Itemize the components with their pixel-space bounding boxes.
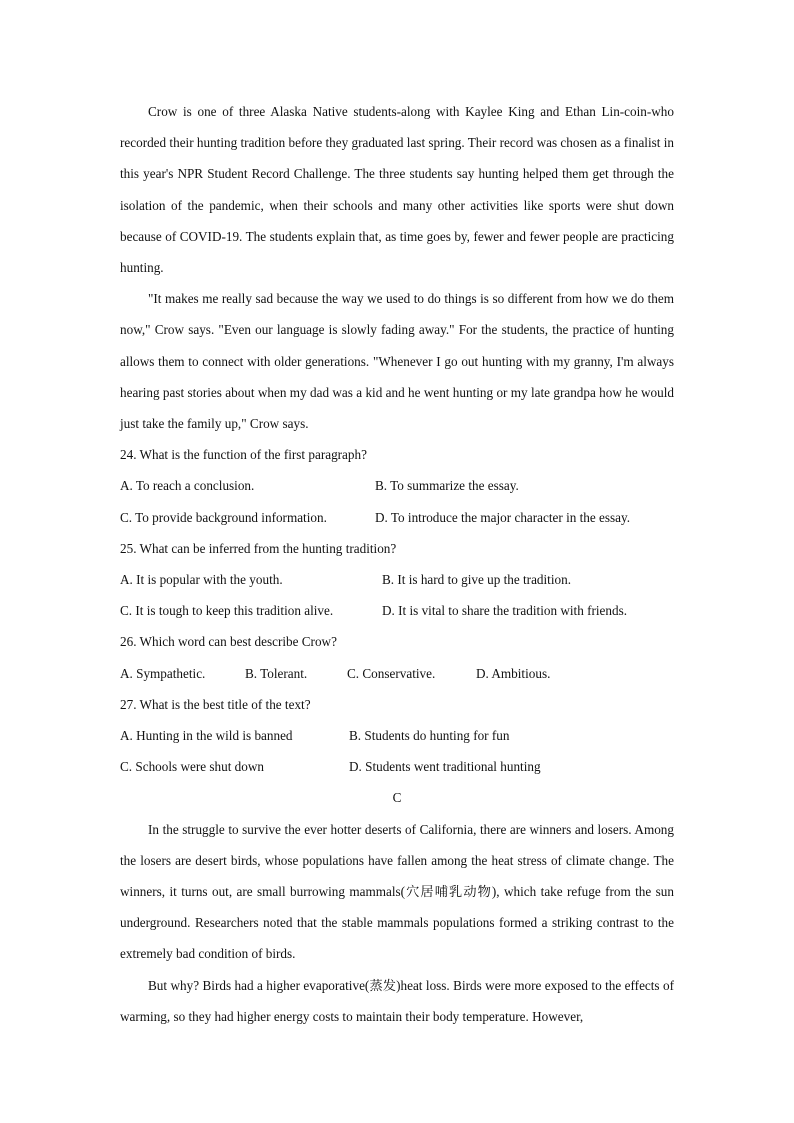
exam-page [120, 96, 674, 1032]
question-stem: 27. What is the best title of the text? [120, 696, 311, 712]
option-c[interactable]: C. Schools were shut down [120, 759, 264, 775]
option-c[interactable]: C. It is tough to keep this tradition alive. [120, 603, 334, 619]
passage-paragraph: But why? Birds had a higher evaporative(蒸发)heat loss. Birds were more exposed to the effects of warming, so they had higher energy costs to maintain their body temperature. However, [120, 977, 674, 1024]
option-d[interactable]: D. Ambitious. [476, 665, 551, 681]
section-heading: C [392, 790, 402, 806]
option-row [120, 502, 674, 533]
option-a[interactable]: A. Hunting in the wild is banned [120, 728, 293, 744]
option-b[interactable]: B. It is hard to give up the tradition. [382, 572, 571, 588]
option-row [120, 658, 674, 689]
option-row [120, 595, 674, 626]
question-stem: 24. What is the function of the first paragraph? [120, 447, 367, 463]
question-stem: 25. What can be inferred from the hunting tradition? [120, 540, 397, 556]
option-c[interactable]: C. Conservative. [347, 665, 436, 681]
option-a[interactable]: A. To reach a conclusion. [120, 478, 255, 494]
option-b[interactable]: B. To summarize the essay. [375, 478, 519, 494]
passage-paragraph: In the struggle to survive the ever hotter deserts of California, there are winners and losers. Among the losers are desert birds, whose populations have fallen among the heat stress of climate change. The winners, it turns out, are small burrowing mammals(穴居哺乳动物), which take refuge from the sun underground. Researchers noted that the stable mammals populations formed a striking contrast to the extremely bad condition of birds. [120, 821, 674, 962]
option-a[interactable]: A. Sympathetic. [120, 665, 206, 681]
option-row [120, 564, 674, 595]
passage-paragraph: Crow is one of three Alaska Native students-along with Kaylee King and Ethan Lin-coin-who recorded their hunting tradition before they graduated last spring. Their record was chosen as a finalist in this year's NPR Student Record Challenge. The three students say hunting helped them get through the isolation of the pandemic, when their schools and many other activities like sports were shut down because of COVID-19. The students explain that, as time goes by, fewer and fewer people are practicing hunting. [120, 104, 674, 276]
option-b[interactable]: B. Tolerant. [245, 665, 308, 681]
option-a[interactable]: A. It is popular with the youth. [120, 572, 283, 588]
passage-paragraph: "It makes me really sad because the way we used to do things is so different from how we do them now," Crow says. "Even our language is slowly fading away." For the students, the practice of hunting allows them to connect with older generations. "Whenever I go out hunting with my granny, I'm always hearing past stories about when my dad was a kid and he went hunting or my late grandpa how he would just take the family up," Crow says. [120, 291, 674, 432]
option-row [120, 470, 674, 501]
option-d[interactable]: D. To introduce the major character in the essay. [375, 509, 631, 525]
option-row [120, 720, 674, 751]
question-stem: 26. Which word can best describe Crow? [120, 634, 337, 650]
option-d[interactable]: D. It is vital to share the tradition with friends. [382, 603, 628, 619]
option-b[interactable]: B. Students do hunting for fun [349, 728, 510, 744]
option-row [120, 751, 674, 782]
option-c[interactable]: C. To provide background information. [120, 509, 327, 525]
option-d[interactable]: D. Students went traditional hunting [349, 759, 541, 775]
